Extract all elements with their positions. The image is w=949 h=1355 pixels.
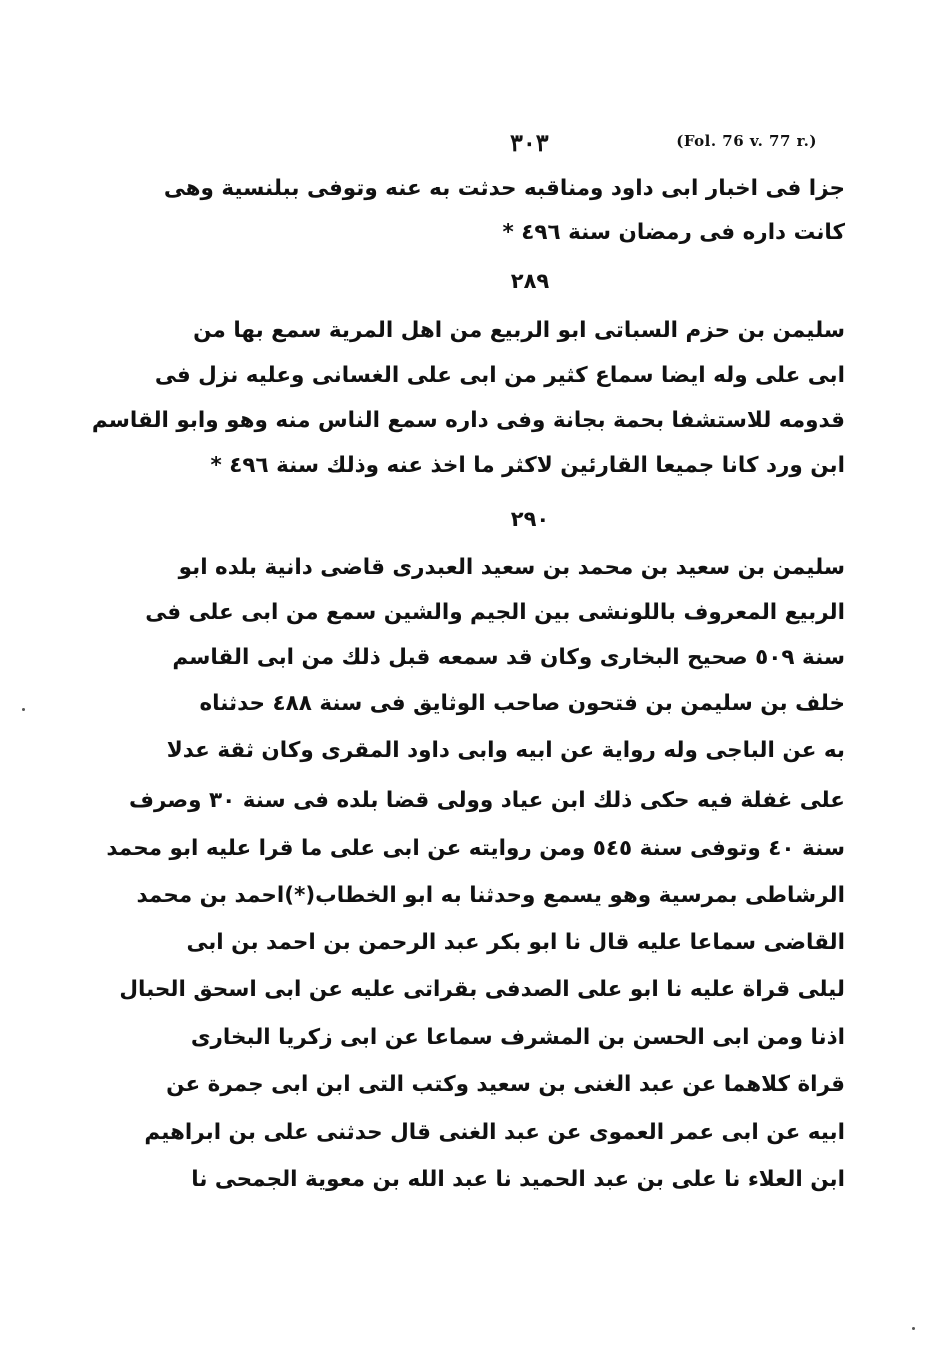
text-line: القاضى سماعا عليه قال نا ابو بكر عبد الرحمن بن احمد بن ابى — [186, 930, 845, 955]
text-line: سليمن بن سعيد بن محمد بن سعيد العبدرى قاضى دانية بلده ابو — [178, 555, 845, 580]
text-line: الرشاطى بمرسية وهو يسمع وحدثنا به ابو الخطاب(*)احمد بن محمد — [136, 883, 845, 908]
text-line: كانت داره فى رمضان سنة ٤٩٦ * — [502, 220, 845, 245]
scan-speck — [22, 708, 25, 711]
text-line: ابن العلاء نا على بن عبد الحميد نا عبد الله بن معوية الجمحى نا — [191, 1167, 845, 1192]
text-line: سليمن بن حزم السباتى ابو الربيع من اهل المرية سمع بها من — [193, 318, 845, 343]
text-line: خلف بن سليمن بن فتحون صاحب الوثايق فى سنة ٤٨٨ حدثناه — [199, 691, 845, 716]
text-line: قراة كلاهما عن عبد الغنى بن سعيد وكتب التى ابن ابى جمرة عن — [166, 1072, 845, 1097]
text-line: الربيع المعروف باللونشى بين الجيم والشين سمع من ابى على فى — [145, 600, 845, 625]
entry-number: ٢٨٩ — [510, 269, 550, 293]
text-line: ابى على وله ايضا سماع كثير من ابى على الغسانى وعليه نزل فى — [154, 363, 845, 388]
folio-reference: (Fol. 76 v. 77 r.) — [676, 132, 817, 150]
text-line: جزا فى اخبار ابى داود ومناقبه حدثت به عنه وتوفى ببلنسية وهى — [163, 176, 845, 201]
text-line: ابيه عن ابى عمر العموى عن عبد الغنى قال حدثنى على بن ابراهيم — [144, 1120, 845, 1145]
text-line: على غفلة فيه حكى ذلك ابن عياد وولى قضا بلده فى سنة ٣٠ وصرف — [128, 788, 845, 813]
text-line: ابن ورد كانا جميعا القارئين لاكثر ما اخذ عنه وذلك سنة ٤٩٦ * — [210, 453, 845, 478]
text-line: ليلى قراة عليه نا ابو على الصدفى بقراتى عليه عن ابى اسحق الحبال — [119, 977, 845, 1002]
scan-speck — [912, 1327, 915, 1330]
text-line: قدومه للاستشفا بحمة بجانة وفى داره سمع الناس منه وهو وابو القاسم — [91, 408, 845, 433]
entry-number: ٢٩٠ — [510, 507, 550, 531]
text-line: اذنا ومن ابى الحسن بن المشرف سماعا عن ابى زكريا البخارى — [190, 1025, 845, 1050]
text-line: سنة ٤٠ وتوفى سنة ٥٤٥ ومن روايته عن ابى على ما قرا عليه ابو محمد — [106, 836, 845, 861]
page-header — [215, 128, 855, 162]
page-number: ٣٠٣ — [510, 128, 549, 157]
text-line: سنة ٥٠٩ صحيح البخارى وكان قد سمعه قبل ذلك من ابى القاسم — [172, 645, 845, 670]
text-line: به عن الباجى وله رواية عن ابيه وابى داود المقرى وكان ثقة عدلا — [166, 738, 845, 763]
